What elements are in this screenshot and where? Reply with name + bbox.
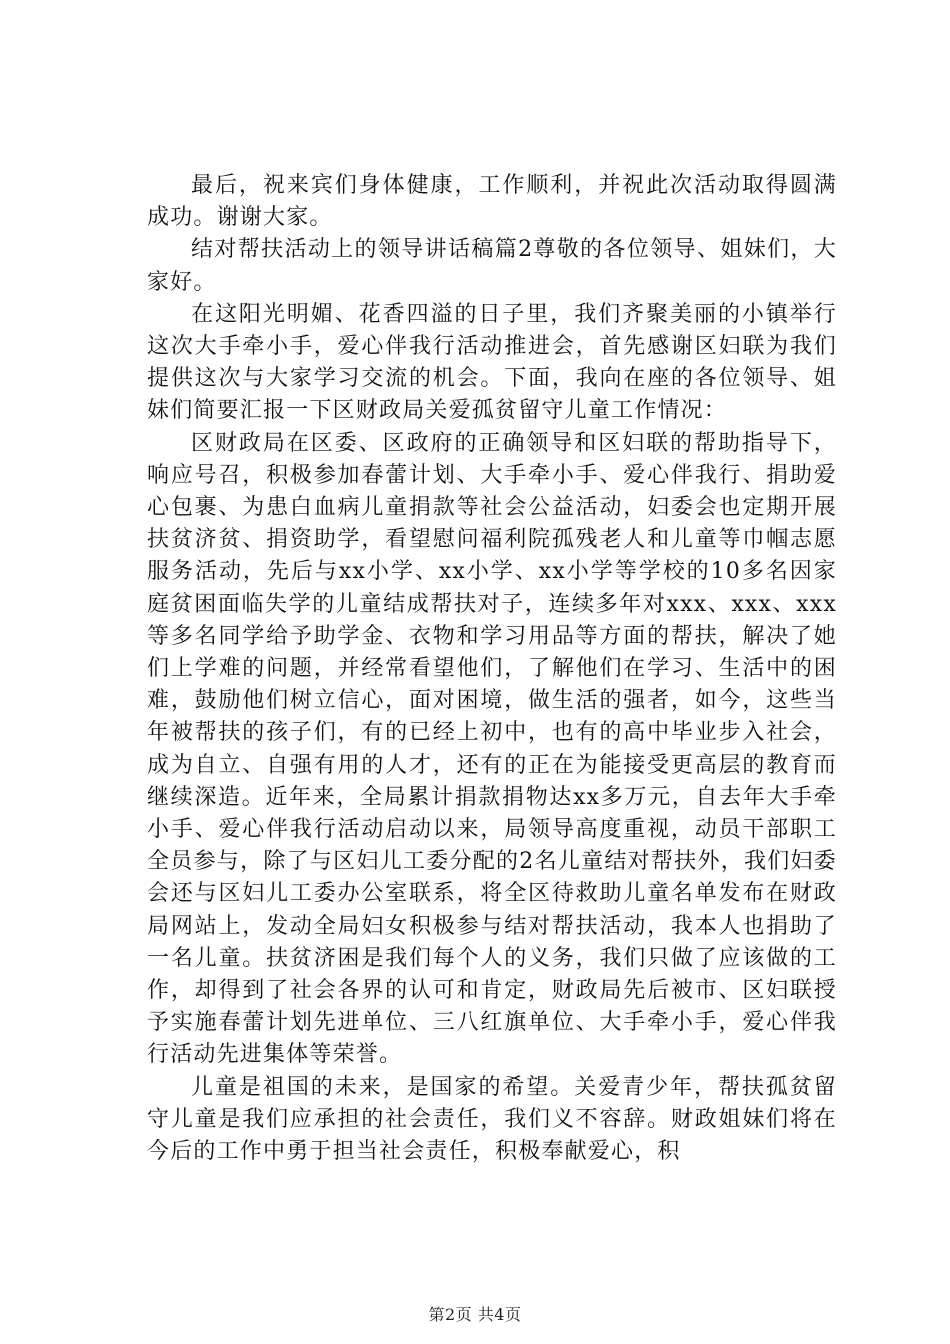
page-number-footer: 第2页 共4页 xyxy=(428,1305,522,1324)
paragraph-responsibility: 儿童是祖国的未来，是国家的希望。关爱青少年，帮扶孤贫留守儿童是我们应承担的社会责任，我们义不容辞。财政姐妹们将在今后的工作中勇于担当社会责任，积极奉献爱心，积 xyxy=(147,1074,837,1165)
paragraph-closing-remarks: 最后，祝来宾们身体健康，工作顺利，并祝此次活动取得圆满成功。谢谢大家。 xyxy=(147,173,837,231)
paragraph-work-report: 区财政局在区委、区政府的正确领导和区妇联的帮助指导下，响应号召，积极参加春蕾计划、大手牵小手、爱心伴我行、捐助爱心包裹、为患白血病儿童捐款等社会公益活动，妇委会也定期开展扶贫济贫、捐资助学，看望慰问福利院孤残老人和儿童等巾帼志愿服务活动，先后与xx小学、xx小学、xx小学等学校的10多名因家庭贫困面临失学的儿童结成帮扶对子，连续多年对xxx、xxx、xxx等多名同学给予助学金、衣物和学习用品等方面的帮扶，解决了她们上学难的问题，并经常看望他们，了解他们在学习、生活中的困难，鼓励他们树立信心，面对困境，做生活的强者，如今，这些当年被帮扶的孩子们，有的已经上初中，也有的高中毕业步入社会，成为自立、自强有用的人才，还有的正在为能接受更高层的教育而继续深造。近年来，全局累计捐款捐物达xx多万元，自去年大手牵小手、爱心伴我行活动启动以来，局领导高度重视，动员干部职工全员参与，除了与区妇儿工委分配的2名儿童结对帮扶外，我们妇委会还与区妇儿工委办公室联系，将全区待救助儿童名单发布在财政局网站上，发动全局妇女积极参与结对帮扶活动，我本人也捐助了一名儿童。扶贫济困是我们每个人的义务，我们只做了应该做的工作，却得到了社会各界的认可和肯定，财政局先后被市、区妇联授予实施春蕾计划先进单位、三八红旗单位、大手牵小手，爱心伴我行活动先进集体等荣誉。 xyxy=(147,430,837,1068)
document-body xyxy=(147,170,837,1168)
paragraph-speech-title: 结对帮扶活动上的领导讲话稿篇2尊敬的各位领导、姐妹们，大家好。 xyxy=(147,237,837,295)
paragraph-introduction: 在这阳光明媚、花香四溢的日子里，我们齐聚美丽的小镇举行这次大手牵小手，爱心伴我行活动推进会，首先感谢区妇联为我们提供这次与大家学习交流的机会。下面，我向在座的各位领导、姐妹们简要汇报一下区财政局关爱孤贫留守儿童工作情况： xyxy=(147,301,837,424)
